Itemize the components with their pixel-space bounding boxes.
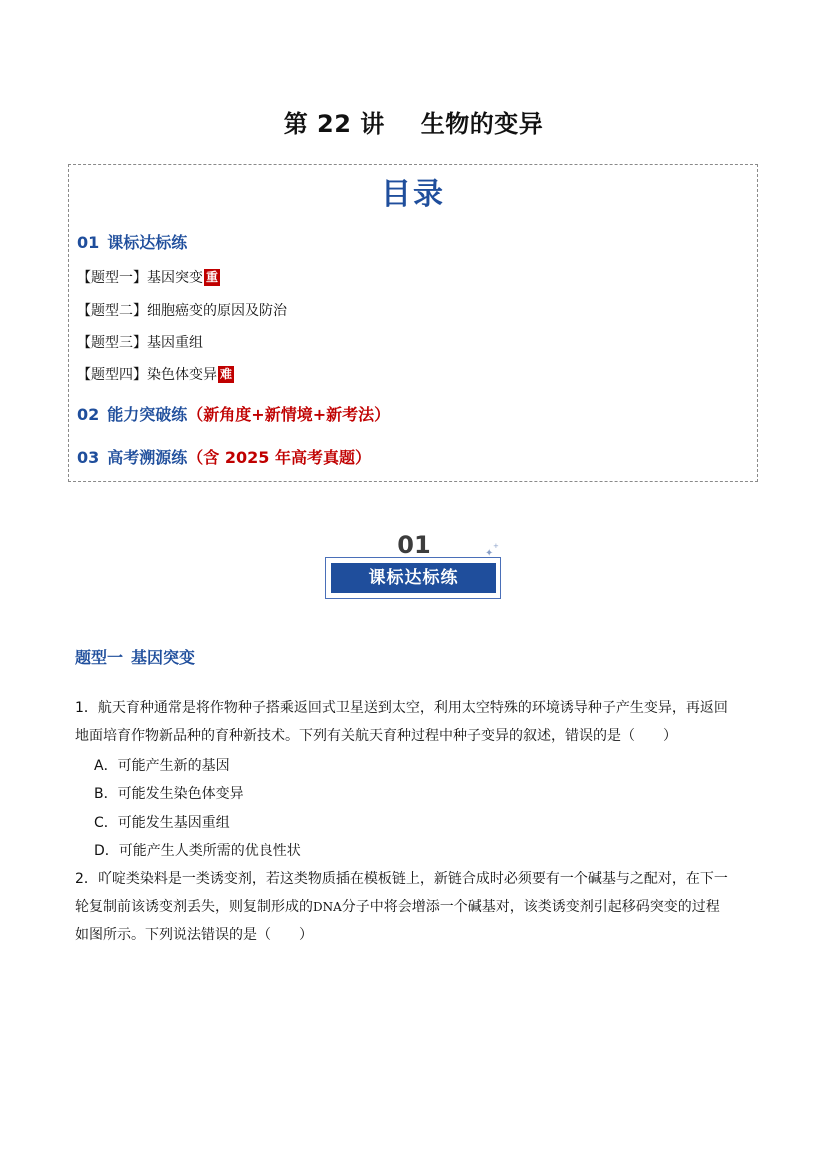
- sparkle-icon: ✦: [485, 548, 494, 559]
- question-text-dna: DNA: [313, 900, 342, 914]
- toc-section-1[interactable]: [77, 230, 187, 253]
- lecture-topic: 生物的变异: [420, 110, 544, 138]
- toc-section-2[interactable]: [77, 402, 390, 425]
- table-of-contents: [68, 164, 758, 482]
- lecture-number: 第 22 讲: [283, 110, 385, 138]
- section-heading-prefix: 题型一: [75, 648, 124, 667]
- toc-section-2-number: 02: [77, 405, 100, 424]
- toc-section-1-label: 课标达标练: [107, 233, 188, 252]
- toc-item-type-4[interactable]: [77, 364, 234, 384]
- question-line: 1．航天育种通常是将作物种子搭乘返回式卫星送到太空，利用太空特殊的环境诱导种子产生变异，再返回: [75, 700, 728, 716]
- toc-item-label: 【题型二】细胞癌变的原因及防治: [77, 303, 287, 319]
- question-1-option-a[interactable]: A．可能产生新的基因: [94, 758, 230, 774]
- toc-item-type-2[interactable]: [77, 300, 287, 320]
- key-badge: 重: [206, 270, 219, 284]
- toc-section-2-label: 能力突破练: [107, 405, 188, 424]
- difficult-badge: 难: [220, 367, 233, 381]
- question-text: 轮复制前该诱变剂丢失，则复制形成的: [75, 899, 313, 915]
- toc-item-label: 【题型一】基因突变: [77, 270, 203, 286]
- section-heading: [75, 645, 195, 668]
- question-1-option-c[interactable]: C．可能发生基因重组: [94, 815, 230, 831]
- page-title: [0, 104, 827, 139]
- question-2-stem: [75, 865, 759, 949]
- toc-section-1-number: 01: [77, 233, 100, 252]
- toc-section-3-number: 03: [77, 448, 100, 467]
- banner-label: 课标达标练: [331, 563, 496, 593]
- banner-number: 01: [397, 531, 431, 559]
- toc-title: 目录: [381, 177, 445, 212]
- toc-item-type-1[interactable]: [77, 267, 220, 287]
- question-1-option-d[interactable]: D．可能产生人类所需的优良性状: [94, 843, 301, 859]
- toc-section-2-note: （新角度+新情境+新考法）: [187, 405, 391, 424]
- question-1-option-b[interactable]: B．可能发生染色体变异: [94, 786, 244, 802]
- question-text: 分子中将会增添一个碱基对，该类诱变剂引起移码突变的过程: [341, 899, 720, 915]
- toc-item-label: 【题型四】染色体变异: [77, 367, 217, 383]
- question-line: 2．吖啶类染料是一类诱变剂，若这类物质插在模板链上，新链合成时必须要有一个碱基与之配对，在下一: [75, 871, 728, 887]
- toc-section-3-note: （含 2025 年高考真题）: [187, 448, 371, 467]
- toc-item-type-3[interactable]: [77, 332, 203, 352]
- toc-item-label: 【题型三】基因重组: [77, 335, 203, 351]
- section-banner: [325, 530, 503, 602]
- question-line: [75, 893, 759, 921]
- toc-section-3-label: 高考溯源练: [107, 448, 188, 467]
- question-line: 如图所示。下列说法错误的是（ ）: [75, 927, 313, 943]
- section-heading-label: 基因突变: [131, 648, 196, 667]
- toc-section-3[interactable]: [77, 445, 371, 468]
- question-1-stem: [75, 694, 759, 750]
- question-line: 地面培育作物新品种的育种新技术。下列有关航天育种过程中种子变异的叙述，错误的是（ ）: [75, 728, 677, 744]
- sparkle-icon: +: [493, 542, 499, 550]
